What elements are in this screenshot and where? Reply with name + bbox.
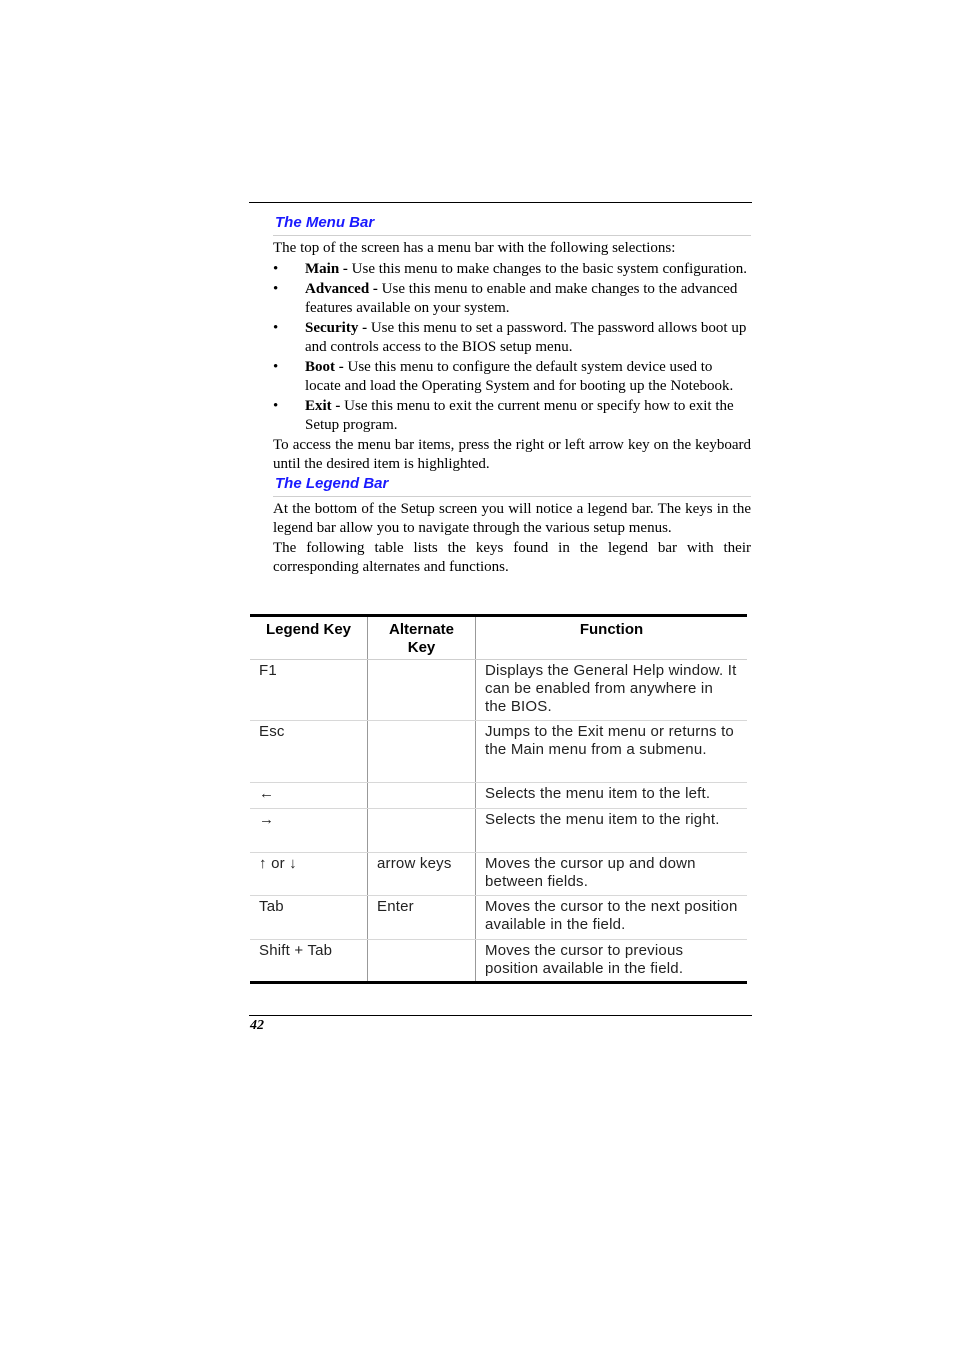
item-description: Use this menu to make changes to the basic system configuration.	[351, 260, 747, 277]
function-cell: Moves the cursor to the next position available in the field.	[476, 896, 748, 940]
footer-rule	[249, 1015, 752, 1016]
legend-table	[250, 614, 747, 984]
list-item	[273, 260, 751, 279]
function-cell: Selects the menu item to the left.	[476, 783, 748, 809]
item-term: Boot -	[305, 359, 344, 375]
table-row	[250, 783, 747, 809]
table-row	[250, 896, 747, 940]
list-item	[273, 319, 751, 356]
column-header-alternate-key: Alternate Key	[368, 616, 476, 660]
table-row	[250, 940, 747, 983]
alternate-key-cell	[368, 809, 476, 853]
legend-bar-heading: The Legend Bar	[273, 474, 751, 497]
table-row	[250, 721, 747, 783]
legend-key-cell: ↑ or ↓	[250, 853, 368, 896]
column-header-function: Function	[476, 616, 748, 660]
legend-bar-paragraph-2: The following table lists the keys found in the legend bar with their corresponding alternates and functions.	[273, 540, 751, 575]
list-item	[273, 280, 751, 317]
legend-key-cell: Tab	[250, 896, 368, 940]
alternate-key-cell	[368, 660, 476, 721]
item-term: Advanced -	[305, 281, 378, 297]
legend-key-cell: Shift + Tab	[250, 940, 368, 983]
item-term: Exit -	[305, 398, 341, 414]
list-item	[273, 397, 751, 434]
table-row	[250, 660, 747, 721]
menu-bar-heading: The Menu Bar	[273, 213, 751, 236]
alternate-key-cell	[368, 940, 476, 983]
menu-bar-list	[273, 260, 751, 435]
menu-bar-intro: The top of the screen has a menu bar with the following selections:	[273, 240, 676, 256]
function-cell: Selects the menu item to the right.	[476, 809, 748, 853]
item-description: Use this menu to enable and make changes to the advanced features available on your system.	[305, 281, 738, 316]
alternate-key-cell: Enter	[368, 896, 476, 940]
item-description: Use this menu to configure the default system device used to locate and load the Operating System and for booting up the Notebook.	[305, 359, 734, 394]
legend-key-cell: Esc	[250, 721, 368, 783]
table-row	[250, 853, 747, 896]
alternate-key-cell	[368, 721, 476, 783]
list-item	[273, 358, 751, 395]
header-rule	[249, 202, 752, 203]
alternate-key-cell	[368, 783, 476, 809]
item-description: Use this menu to set a password. The password allows boot up and controls access to the BIOS setup menu.	[305, 320, 747, 355]
bullet-icon: •	[273, 281, 279, 297]
function-cell: Moves the cursor up and down between fields.	[476, 853, 748, 896]
alternate-key-cell: arrow keys	[368, 853, 476, 896]
page-content	[273, 213, 751, 576]
column-header-legend-key: Legend Key	[250, 616, 368, 660]
legend-bar-paragraph-1: At the bottom of the Setup screen you will notice a legend bar. The keys in the legend bar allow you to navigate through the various setup menus.	[273, 501, 751, 536]
table-row	[250, 809, 747, 853]
function-cell: Moves the cursor to previous position available in the field.	[476, 940, 748, 983]
menu-bar-outro: To access the menu bar items, press the right or left arrow key on the keyboard until the desired item is highlighted.	[273, 437, 751, 472]
table-header-row	[250, 616, 747, 660]
legend-key-cell: →	[250, 809, 368, 853]
bullet-icon: •	[273, 320, 279, 336]
function-cell: Displays the General Help window. It can be enabled from anywhere in the BIOS.	[476, 660, 748, 721]
bullet-icon: •	[273, 359, 279, 375]
function-cell: Jumps to the Exit menu or returns to the Main menu from a submenu.	[476, 721, 748, 783]
item-term: Security -	[305, 320, 368, 336]
legend-key-cell: F1	[250, 660, 368, 721]
page-number: 42	[250, 1018, 264, 1033]
item-term: Main -	[305, 260, 348, 277]
bullet-icon: •	[273, 260, 279, 277]
item-description: Use this menu to exit the current menu or specify how to exit the Setup program.	[305, 398, 734, 433]
legend-key-cell: ←	[250, 783, 368, 809]
bullet-icon: •	[273, 398, 279, 414]
